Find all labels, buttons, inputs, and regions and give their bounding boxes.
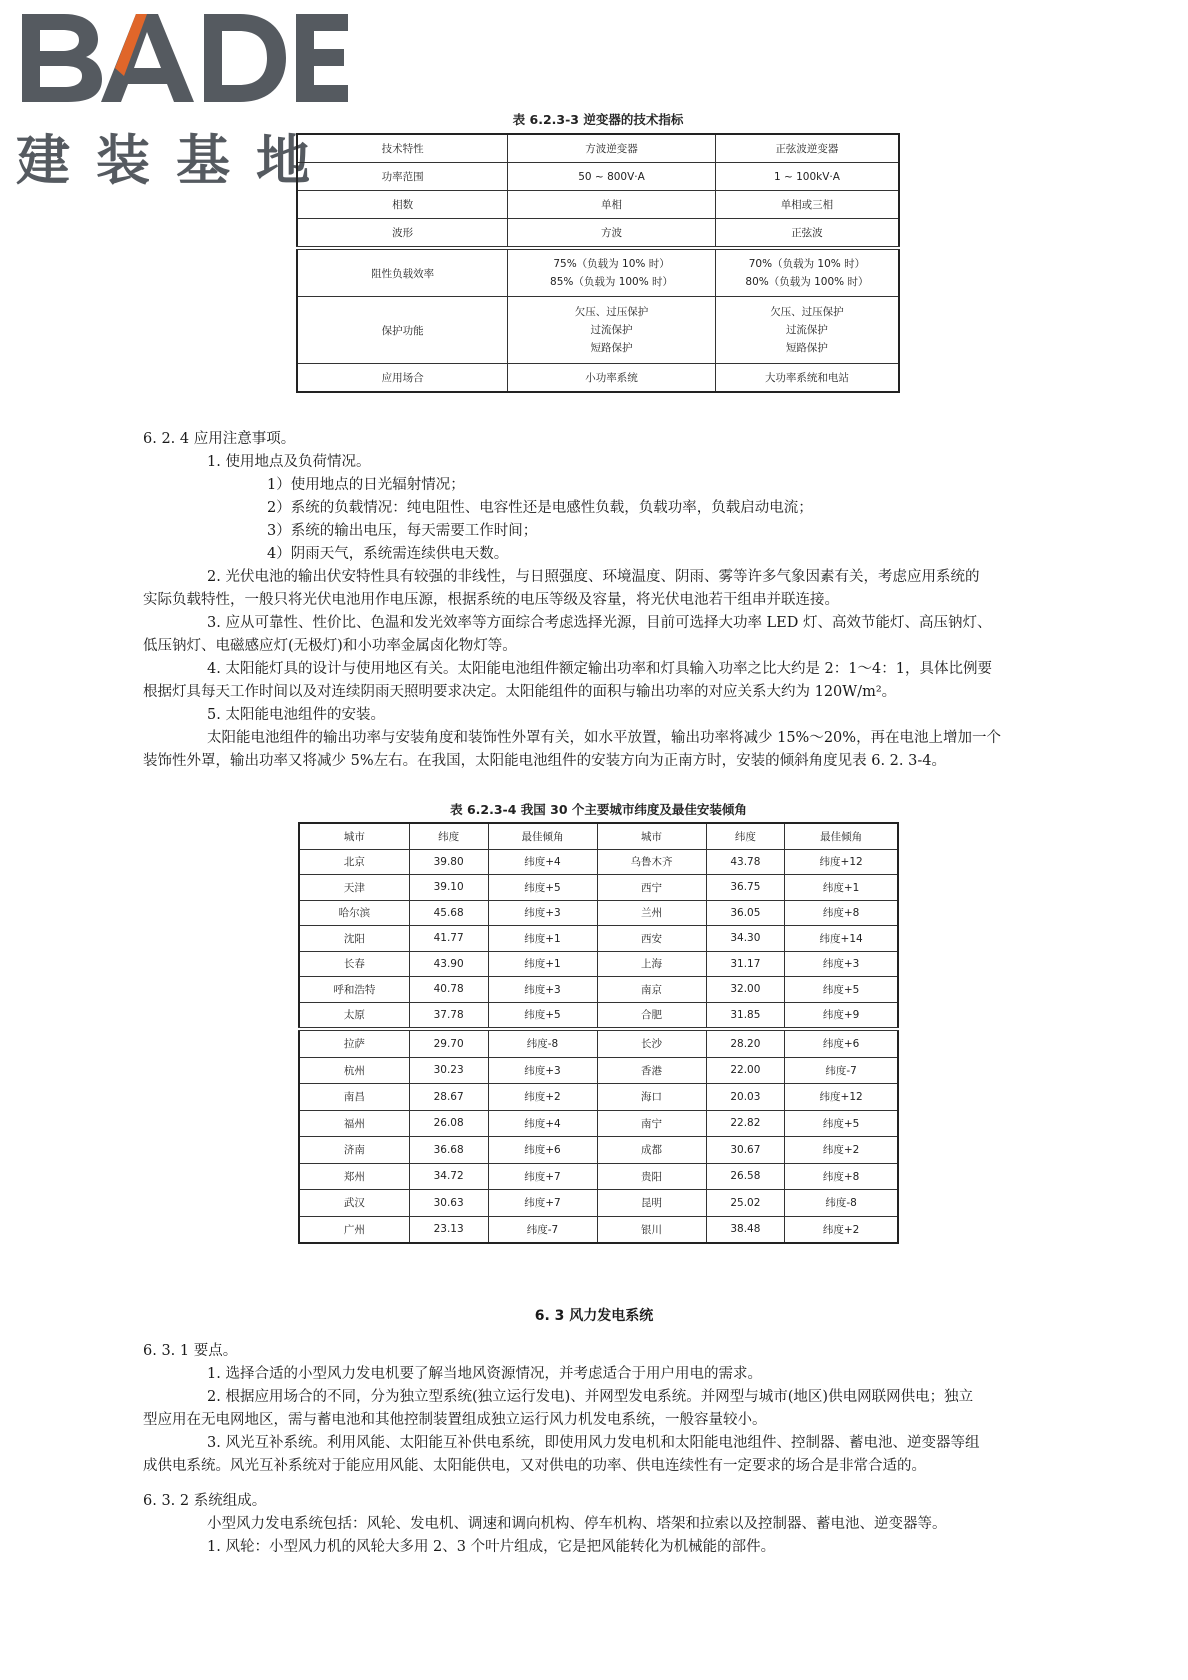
cell-line: 70%（负载为 10% 时） <box>748 258 866 270</box>
table-cell: 23.13 <box>409 1216 488 1243</box>
table-cell: 小功率系统 <box>508 364 716 393</box>
table-cell: 纬度+1 <box>488 951 597 977</box>
table-header-cell: 技术特性 <box>297 134 508 163</box>
table-cell: 纬度+1 <box>785 875 898 901</box>
table-cell: 上海 <box>597 951 706 977</box>
table-cell: 南昌 <box>299 1084 409 1111</box>
table-cell: 天津 <box>299 875 409 901</box>
table-cell <box>508 248 716 297</box>
table-cell: 香港 <box>597 1057 706 1084</box>
table-cell: 纬度+1 <box>488 926 597 952</box>
table-cell: 1 ~ 100kV·A <box>715 163 899 191</box>
table-cell: 28.20 <box>706 1029 785 1057</box>
paragraph: 根据灯具每天工作时间以及对连续阴雨天照明要求决定。太阳能组件的面积与输出功率的对应关系大约为 120W/m²。 <box>143 684 897 700</box>
table-cell: 纬度+4 <box>488 1110 597 1137</box>
table-cell: 36.75 <box>706 875 785 901</box>
table-cell: 纬度+5 <box>488 875 597 901</box>
table-cell: 纬度+2 <box>785 1137 898 1164</box>
table-cell: 功率范围 <box>297 163 508 191</box>
table-cell: 34.72 <box>409 1163 488 1190</box>
table-cell: 30.67 <box>706 1137 785 1164</box>
table-cell: 阻性负载效率 <box>297 248 508 297</box>
table-cell: 纬度+3 <box>488 1057 597 1084</box>
table-row <box>299 1163 898 1190</box>
table-header-cell: 最佳倾角 <box>488 823 597 849</box>
table-row <box>297 364 899 393</box>
paragraph: 4. 太阳能灯具的设计与使用地区有关。太阳能电池组件额定输出功率和灯具输入功率之比大约是 2：1～4：1，具体比例要 <box>207 661 992 677</box>
section-heading: 6. 3. 2 系统组成。 <box>143 1493 267 1509</box>
table-row <box>299 1057 898 1084</box>
table-cell: 31.85 <box>706 1002 785 1029</box>
table-cell: 正弦波 <box>715 219 899 249</box>
table2-caption: 表 6.2.3-4 我国 30 个主要城市纬度及最佳安装倾角 <box>450 802 747 817</box>
table-cell: 37.78 <box>409 1002 488 1029</box>
table-row <box>299 1029 898 1057</box>
table-cell: 合肥 <box>597 1002 706 1029</box>
table-row <box>299 951 898 977</box>
table-row <box>297 297 899 364</box>
table-cell: 45.68 <box>409 900 488 926</box>
section-63 <box>143 1340 1043 1559</box>
table-cell: 太原 <box>299 1002 409 1029</box>
cell-line: 短路保护 <box>590 342 633 354</box>
table-cell: 22.00 <box>706 1057 785 1084</box>
table-cell: 郑州 <box>299 1163 409 1190</box>
table-cell: 昆明 <box>597 1190 706 1217</box>
table-cell: 呼和浩特 <box>299 977 409 1003</box>
section-heading: 6. 2. 4 应用注意事项。 <box>143 431 296 447</box>
paragraph: 3. 风光互补系统。利用风能、太阳能互补供电系统，即使用风力发电机和太阳能电池组件、控制器、蓄电池、逆变器等组 <box>207 1435 980 1451</box>
paragraph: 5. 太阳能电池组件的安装。 <box>207 707 385 723</box>
table-header-cell: 方波逆变器 <box>508 134 716 163</box>
table-cell: 济南 <box>299 1137 409 1164</box>
table-row <box>299 977 898 1003</box>
table-cell: 海口 <box>597 1084 706 1111</box>
table-cell: 纬度+7 <box>488 1190 597 1217</box>
logo-bade-graphic <box>18 6 348 106</box>
table-cell: 纬度+12 <box>785 849 898 875</box>
paragraph: 低压钠灯、电磁感应灯(无极灯)和小功率金属卤化物灯等。 <box>143 638 517 654</box>
table-cell: 北京 <box>299 849 409 875</box>
logo-chinese: 建装基地 <box>16 129 336 192</box>
table-cell: 南京 <box>597 977 706 1003</box>
table-cell: 纬度-8 <box>488 1029 597 1057</box>
table-cell: 方波 <box>508 219 716 249</box>
section-heading: 6. 3. 1 要点。 <box>143 1343 238 1359</box>
cell-line: 过流保护 <box>590 324 633 336</box>
list-item: 1）使用地点的日光辐射情况； <box>267 477 465 493</box>
table-cell: 南宁 <box>597 1110 706 1137</box>
list-item: 4）阴雨天气，系统需连续供电天数。 <box>267 546 509 562</box>
table-cell: 大功率系统和电站 <box>715 364 899 393</box>
table-cell: 25.02 <box>706 1190 785 1217</box>
table-cell: 30.23 <box>409 1057 488 1084</box>
table-cell: 纬度+5 <box>488 1002 597 1029</box>
table-cell: 纬度+3 <box>785 951 898 977</box>
table-row <box>299 875 898 901</box>
table-cell: 32.00 <box>706 977 785 1003</box>
table-cell: 纬度+8 <box>785 1163 898 1190</box>
paragraph: 1. 风轮：小型风力机的风轮大多用 2、3 个叶片组成，它是把风能转化为机械能的部件。 <box>207 1539 776 1555</box>
paragraph: 小型风力发电系统包括：风轮、发电机、调速和调向机构、停车机构、塔架和拉索以及控制器、蓄电池、逆变器等。 <box>207 1516 947 1532</box>
table-row <box>299 900 898 926</box>
table-cell: 长春 <box>299 951 409 977</box>
table-cell: 26.58 <box>706 1163 785 1190</box>
table-cell: 长沙 <box>597 1029 706 1057</box>
table-cell: 哈尔滨 <box>299 900 409 926</box>
table-row <box>299 1137 898 1164</box>
table-cell <box>508 297 716 364</box>
table-cell: 纬度+5 <box>785 977 898 1003</box>
table-cell: 纬度+3 <box>488 900 597 926</box>
table-cell: 纬度+6 <box>785 1029 898 1057</box>
table-header-row <box>297 134 899 163</box>
cell-line: 短路保护 <box>785 342 828 354</box>
table-cell: 29.70 <box>409 1029 488 1057</box>
cell-line: 欠压、过压保护 <box>770 306 844 318</box>
table-row <box>299 1216 898 1243</box>
table-header-row <box>299 823 898 849</box>
paragraph: 实际负载特性，一般只将光伏电池用作电压源，根据系统的电压等级及容量，将光伏电池若干组串并联连接。 <box>143 592 839 608</box>
table-cell: 保护功能 <box>297 297 508 364</box>
table-cell: 34.30 <box>706 926 785 952</box>
table-cell: 20.03 <box>706 1084 785 1111</box>
inverter-spec-table <box>296 133 900 393</box>
paragraph: 1. 使用地点及负荷情况。 <box>207 454 371 470</box>
paragraph: 2. 根据应用场合的不同，分为独立型系统(独立运行发电)、并网型发电系统。并网型与城市(地区)供电网联网供电；独立 <box>207 1389 974 1405</box>
cell-line: 85%（负载为 100% 时） <box>550 276 674 288</box>
paragraph: 3. 应从可靠性、性价比、色温和发光效率等方面综合考虑选择光源，目前可选择大功率 LED 灯、高效节能灯、高压钠灯、 <box>207 615 992 631</box>
table-cell: 36.05 <box>706 900 785 926</box>
table-cell: 纬度+4 <box>488 849 597 875</box>
table-cell: 40.78 <box>409 977 488 1003</box>
table-cell: 31.17 <box>706 951 785 977</box>
table-cell: 拉萨 <box>299 1029 409 1057</box>
table-cell: 乌鲁木齐 <box>597 849 706 875</box>
table-cell: 纬度+14 <box>785 926 898 952</box>
table-cell: 纬度+3 <box>488 977 597 1003</box>
table-header-cell: 城市 <box>299 823 409 849</box>
table-cell: 单相 <box>508 191 716 219</box>
table-header-cell: 城市 <box>597 823 706 849</box>
table-cell: 30.63 <box>409 1190 488 1217</box>
paragraph: 2. 光伏电池的输出伏安特性具有较强的非线性，与日照强度、环境温度、阴雨、雾等许多气象因素有关，考虑应用系统的 <box>207 569 980 585</box>
table-row <box>299 1190 898 1217</box>
table-row <box>299 849 898 875</box>
table-cell: 沈阳 <box>299 926 409 952</box>
table-cell: 纬度-7 <box>785 1057 898 1084</box>
logo-wordmark <box>18 6 348 106</box>
paragraph: 装饰性外罩，输出功率又将减少 5%左右。在我国，太阳能电池组件的安装方向为正南方时，安装的倾斜角度见表 6. 2. 3-4。 <box>143 753 946 769</box>
section-624 <box>143 428 1043 773</box>
table-row <box>297 219 899 249</box>
table-row <box>297 191 899 219</box>
table-cell: 纬度+6 <box>488 1137 597 1164</box>
table-cell: 41.77 <box>409 926 488 952</box>
table-cell: 43.78 <box>706 849 785 875</box>
table-cell: 银川 <box>597 1216 706 1243</box>
table-header-cell: 正弦波逆变器 <box>715 134 899 163</box>
list-item: 3）系统的输出电压，每天需要工作时间； <box>267 523 538 539</box>
table-row <box>299 926 898 952</box>
table-cell: 纬度+8 <box>785 900 898 926</box>
table-row <box>299 1002 898 1029</box>
table-cell: 西安 <box>597 926 706 952</box>
table-cell: 38.48 <box>706 1216 785 1243</box>
cell-line: 75%（负载为 10% 时） <box>553 258 670 270</box>
table-cell: 相数 <box>297 191 508 219</box>
table-cell: 43.90 <box>409 951 488 977</box>
table-row <box>297 163 899 191</box>
table-cell: 26.08 <box>409 1110 488 1137</box>
table1-caption: 表 6.2.3-3 逆变器的技术指标 <box>512 112 684 127</box>
table-cell: 波形 <box>297 219 508 249</box>
cell-line: 过流保护 <box>785 324 828 336</box>
table-header-cell: 纬度 <box>409 823 488 849</box>
table-cell: 西宁 <box>597 875 706 901</box>
section-title: 6. 3 风力发电系统 <box>534 1308 654 1324</box>
paragraph: 1. 选择合适的小型风力发电机要了解当地风资源情况，并考虑适合于用户用电的需求。 <box>207 1366 762 1382</box>
table-cell: 28.67 <box>409 1084 488 1111</box>
table-cell: 22.82 <box>706 1110 785 1137</box>
table-cell: 36.68 <box>409 1137 488 1164</box>
table-cell: 纬度+5 <box>785 1110 898 1137</box>
paragraph: 成供电系统。风光互补系统对于能应用风能、太阳能供电，又对供电的功率、供电连续性有一定要求的场合是非常合适的。 <box>143 1458 926 1474</box>
table-cell: 50 ~ 800V·A <box>508 163 716 191</box>
list-item: 2）系统的负载情况：纯电阻性、电容性还是电感性负载，负载功率，负载启动电流； <box>267 500 813 516</box>
table-header-cell: 最佳倾角 <box>785 823 898 849</box>
table-cell: 武汉 <box>299 1190 409 1217</box>
table-header-cell: 纬度 <box>706 823 785 849</box>
table-row <box>299 1110 898 1137</box>
table-cell: 贵阳 <box>597 1163 706 1190</box>
city-latitude-table <box>298 822 899 1244</box>
table-cell <box>715 297 899 364</box>
table-row <box>299 1084 898 1111</box>
table-cell: 成都 <box>597 1137 706 1164</box>
table-cell <box>715 248 899 297</box>
cell-line: 欠压、过压保护 <box>574 306 649 318</box>
paragraph: 型应用在无电网地区，需与蓄电池和其他控制装置组成独立运行风力机发电系统，一般容量较小。 <box>143 1412 767 1428</box>
table-cell: 广州 <box>299 1216 409 1243</box>
logo <box>14 6 344 192</box>
table-cell: 纬度+2 <box>785 1216 898 1243</box>
table-cell: 39.80 <box>409 849 488 875</box>
table-cell: 福州 <box>299 1110 409 1137</box>
table-cell: 兰州 <box>597 900 706 926</box>
paragraph: 太阳能电池组件的输出功率与安装角度和装饰性外罩有关，如水平放置，输出功率将减少 15%～20%，再在电池上增加一个 <box>207 730 1002 746</box>
table-cell: 纬度+7 <box>488 1163 597 1190</box>
cell-line: 80%（负载为 100% 时） <box>745 276 869 288</box>
table-cell: 纬度+9 <box>785 1002 898 1029</box>
table-cell: 纬度+12 <box>785 1084 898 1111</box>
table-row <box>297 248 899 297</box>
table-cell: 纬度-8 <box>785 1190 898 1217</box>
table-cell: 单相或三相 <box>715 191 899 219</box>
table-cell: 纬度-7 <box>488 1216 597 1243</box>
table-cell: 纬度+2 <box>488 1084 597 1111</box>
table-cell: 杭州 <box>299 1057 409 1084</box>
table-cell: 39.10 <box>409 875 488 901</box>
table-cell: 应用场合 <box>297 364 508 393</box>
